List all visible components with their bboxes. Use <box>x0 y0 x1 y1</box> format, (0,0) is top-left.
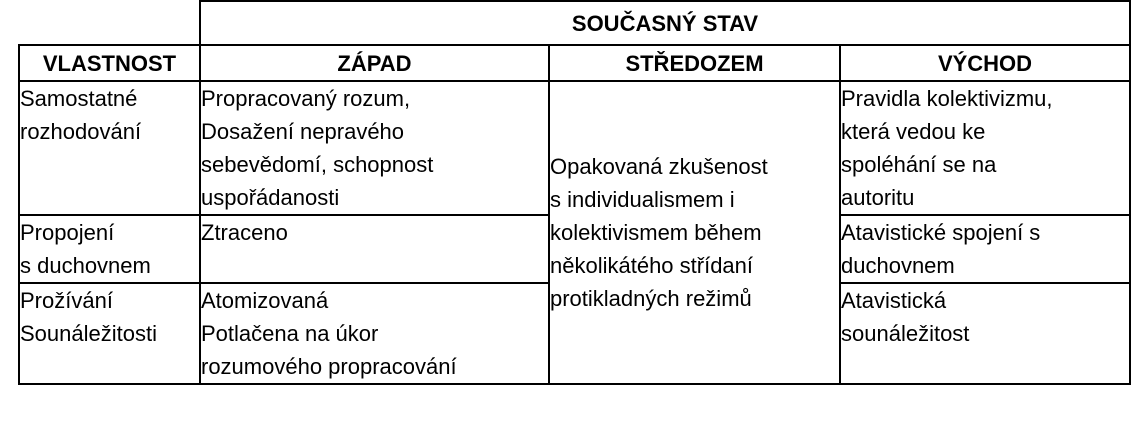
cell-vychod-1 <box>840 81 1130 215</box>
cell-zapad-1 <box>200 81 549 215</box>
cell-text-line: Opakovaná zkušenost <box>550 154 768 179</box>
cell-zapad-2 <box>200 215 549 283</box>
cell-text-line: rozhodování <box>20 119 142 144</box>
cell-text-line: duchovnem <box>841 253 955 278</box>
table-row-samostatne-rozhodovani <box>19 81 1130 215</box>
cell-text-line: rozumového propracování <box>201 354 457 379</box>
empty-corner-cell <box>19 1 200 45</box>
cell-text-line: spoléhání se na <box>841 152 997 177</box>
cell-text-line: sebevědomí, schopnost <box>201 152 434 177</box>
cell-text-line: Propracovaný rozum, <box>201 86 411 111</box>
column-header-vychod: VÝCHOD <box>840 45 1130 81</box>
cell-vlastnost-3 <box>19 283 200 384</box>
cell-text-line: Dosažení nepravého <box>201 119 405 144</box>
cell-text-line: protikladných režimů <box>550 286 752 311</box>
cell-text-line: Ztraceno <box>201 220 288 245</box>
cell-text-line: Atavistické spojení s <box>841 220 1041 245</box>
cell-text-line: několikátého střídaní <box>550 253 754 278</box>
comparison-table <box>18 0 1131 385</box>
column-header-row <box>19 45 1130 81</box>
cell-vychod-3 <box>840 283 1130 384</box>
cell-text-line: s individualismem i <box>550 187 735 212</box>
cell-vychod-2 <box>840 215 1130 283</box>
column-header-zapad: ZÁPAD <box>200 45 549 81</box>
cell-text-line: sounáležitost <box>841 321 970 346</box>
cell-stredozem-merged <box>549 81 840 384</box>
cell-text-line: s duchovnem <box>20 253 151 278</box>
cell-text-line: kolektivismem během <box>550 220 762 245</box>
cell-text-line: Pravidla kolektivizmu, <box>841 86 1053 111</box>
cell-vlastnost-2 <box>19 215 200 283</box>
cell-text-line: Potlačena na úkor <box>201 321 379 346</box>
cell-text-line: autoritu <box>841 185 915 210</box>
column-header-vlastnost: VLASTNOST <box>19 45 200 81</box>
group-header-soucasny-stav: SOUČASNÝ STAV <box>200 1 1130 45</box>
cell-text-line: Sounáležitosti <box>20 321 157 346</box>
cell-text-line: Prožívání <box>20 288 113 313</box>
cell-zapad-3 <box>200 283 549 384</box>
group-header-row <box>19 1 1130 45</box>
column-header-stredozem: STŘEDOZEM <box>549 45 840 81</box>
cell-text-line: uspořádanosti <box>201 185 340 210</box>
cell-text-line: která vedou ke <box>841 119 986 144</box>
cell-text-line: Atavistická <box>841 288 947 313</box>
cell-text-line: Propojení <box>20 220 115 245</box>
cell-text-line: Samostatné <box>20 86 138 111</box>
cell-text-line: Atomizovaná <box>201 288 329 313</box>
cell-vlastnost-1 <box>19 81 200 215</box>
